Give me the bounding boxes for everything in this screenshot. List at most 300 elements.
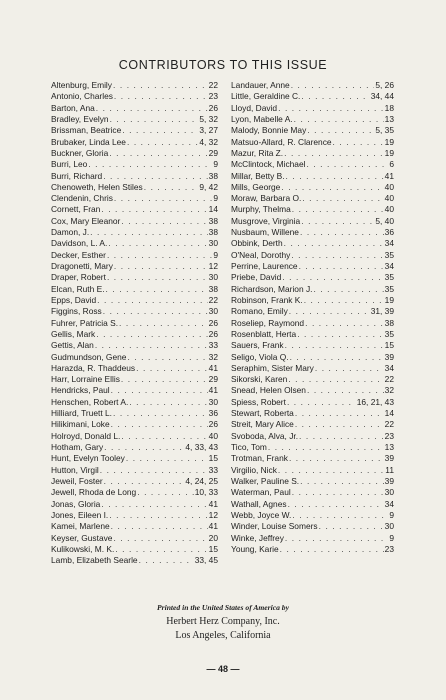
contributor-entry — [231, 204, 394, 215]
contributor-pages: 41 — [208, 385, 218, 396]
dot-leader — [104, 476, 185, 487]
contributor-pages: 39 — [384, 351, 394, 362]
contributor-name: Epps, David — [51, 294, 97, 305]
contributor-name: Keyser, Gustave — [51, 532, 113, 543]
contributor-pages: 32 — [208, 351, 218, 362]
dot-leader — [115, 544, 207, 555]
dot-leader — [307, 125, 374, 136]
contributor-entry — [231, 103, 394, 114]
contributor-name: Gettis, Alan — [51, 340, 94, 351]
dot-leader — [291, 250, 383, 261]
dot-leader — [88, 159, 212, 170]
contributor-entry — [231, 510, 394, 521]
contributor-entry — [51, 204, 218, 215]
contributor-entry — [51, 431, 218, 442]
contributor-name: Draper, Robert — [51, 272, 106, 283]
contributor-entry — [231, 171, 394, 182]
contributor-name: Spiess, Robert — [231, 396, 286, 407]
dot-leader — [301, 216, 374, 227]
contributor-pages: 5, 32 — [199, 113, 218, 124]
dot-leader — [137, 487, 193, 498]
contributor-name: Walker, Pauline S. — [231, 475, 300, 486]
contributor-name: Brubaker, Linda Lee — [51, 136, 126, 147]
contributor-name: Elcan, Ruth E. — [51, 283, 105, 294]
contributor-entry — [231, 284, 394, 295]
contributor-entry — [231, 91, 394, 102]
contributor-entry — [51, 419, 218, 430]
contributor-name: Waterman, Paul — [231, 487, 291, 498]
dot-leader — [114, 261, 208, 272]
contributor-name: Roseliep, Raymond — [231, 317, 305, 328]
contributor-entry — [231, 363, 394, 374]
contributor-name: Lyon, Mabelle A. — [231, 113, 293, 124]
contributor-pages: 26 — [208, 419, 218, 430]
contributor-entry — [51, 465, 218, 476]
dot-leader — [90, 227, 208, 238]
contributor-entry — [231, 238, 394, 249]
dot-leader — [287, 397, 356, 408]
contributor-name: Stewart, Roberta — [231, 408, 294, 419]
contributor-name: Chenoweth, Helen Stiles — [51, 181, 143, 192]
dot-leader — [315, 363, 384, 374]
contributor-entry — [51, 216, 218, 227]
dot-leader — [96, 103, 208, 114]
contributor-entry — [51, 476, 218, 487]
dot-leader — [299, 261, 384, 272]
contributor-name: Winder, Louise Somers — [231, 521, 318, 532]
contributor-entry — [51, 125, 218, 136]
dot-leader — [299, 431, 384, 442]
contributor-pages: 38 — [208, 170, 218, 181]
contributor-name: Snead, Helen Olsen — [231, 385, 306, 396]
contributor-pages: 23 — [208, 91, 218, 102]
contributor-pages: 22 — [384, 374, 394, 385]
contributor-pages: 15 — [384, 340, 394, 351]
contributor-entry — [231, 533, 394, 544]
contributor-entry — [51, 374, 218, 385]
contributor-entry — [51, 137, 218, 148]
contributor-entry — [231, 442, 394, 453]
dot-leader — [110, 114, 199, 125]
contributor-pages: 40 — [384, 193, 394, 204]
contributor-pages: 39 — [384, 453, 394, 464]
contributor-pages: 5, 35 — [375, 125, 394, 136]
contributor-entry — [231, 148, 394, 159]
contributor-entry — [51, 114, 218, 125]
contributor-entry — [51, 148, 218, 159]
contributor-entry — [231, 431, 394, 442]
contributor-pages: 38 — [208, 283, 218, 294]
contributor-pages: 15 — [208, 543, 218, 554]
dot-leader — [119, 318, 208, 329]
dot-leader — [319, 521, 384, 532]
contributor-pages: 13 — [384, 113, 394, 124]
contributor-entry — [231, 227, 394, 238]
contributor-entry — [51, 408, 218, 419]
contributor-name: Perrine, Laurence — [231, 261, 298, 271]
contributor-entry — [51, 329, 218, 340]
contributor-entry — [231, 385, 394, 396]
contributor-name: Bradley, Evelyn — [51, 113, 109, 124]
dot-leader — [114, 91, 208, 102]
dot-leader — [306, 159, 388, 170]
dot-leader — [302, 193, 383, 204]
contributor-pages: 34, 44 — [370, 91, 394, 102]
contributor-pages: 40 — [384, 181, 394, 192]
contributor-name: Obbink, Derth — [231, 238, 283, 249]
contributor-entry — [231, 408, 394, 419]
contributor-entry — [231, 216, 394, 227]
contributor-name: Romano, Emily — [231, 306, 288, 317]
right-contributor-column — [231, 80, 394, 555]
contributor-entry — [231, 397, 394, 408]
contributor-name: Hilikimani, Loke — [51, 419, 110, 430]
contributor-pages: 9, 42 — [199, 181, 218, 192]
contributor-pages: 23 — [384, 543, 394, 554]
dot-leader — [290, 352, 384, 363]
dot-leader — [113, 408, 208, 419]
contributor-name: Streit, Mary Alice — [231, 419, 294, 430]
contributor-pages: 18 — [384, 102, 394, 113]
dot-leader — [304, 295, 384, 306]
contributor-entry — [231, 193, 394, 204]
dot-leader — [100, 465, 208, 476]
contributor-entry — [231, 318, 394, 329]
contributor-pages: 33, 45 — [194, 555, 218, 566]
contributor-entry — [231, 499, 394, 510]
dot-leader — [295, 408, 384, 419]
contributor-pages: 34 — [384, 362, 394, 373]
contributor-name: Matsuo-Allard, R. Clarence — [231, 136, 332, 147]
contributor-entry — [51, 80, 218, 91]
contributor-entry — [51, 385, 218, 396]
contributor-entry — [51, 352, 218, 363]
contributor-name: Kulikowski, M. K. — [51, 543, 115, 554]
dot-leader — [300, 476, 384, 487]
contributor-pages: 5, 26 — [375, 80, 394, 90]
contributor-name: Little, Geraldine C. — [231, 91, 301, 102]
contributor-pages: 4, 33, 43 — [185, 442, 218, 452]
contributor-entry — [51, 261, 218, 272]
contributor-name: Burri, Leo — [51, 159, 88, 170]
contributor-name: Hutton, Virgil — [51, 464, 99, 475]
contributor-name: Hunt, Evelyn Tooley — [51, 453, 125, 464]
printed-notice: Printed in the United States of America by — [157, 603, 289, 612]
dot-leader — [101, 499, 207, 510]
dot-leader — [295, 419, 384, 430]
contributor-name: Wathall, Agnes — [231, 498, 287, 509]
contributor-pages: 34 — [384, 238, 394, 249]
contributor-pages: 12 — [208, 509, 218, 520]
contributor-name: Robinson, Frank K. — [231, 294, 303, 305]
contributor-entry — [51, 284, 218, 295]
contributor-name: Svoboda, Alva, Jr. — [231, 430, 299, 441]
dot-leader — [114, 193, 212, 204]
contributor-pages: 26 — [208, 102, 218, 113]
contributor-name: Kamei, Marlene — [51, 521, 110, 532]
dot-leader — [103, 171, 207, 182]
contributor-entry — [231, 261, 394, 272]
contributor-entry — [51, 521, 218, 532]
left-contributor-column — [51, 80, 218, 566]
contributor-pages: 30 — [208, 238, 218, 249]
dot-leader — [281, 182, 383, 193]
contributor-name: Hilliard, Truett L. — [51, 408, 112, 419]
contributor-pages: 10, 33 — [194, 487, 218, 498]
contributor-pages: 12 — [208, 261, 218, 271]
contributor-entry — [51, 555, 218, 566]
contributor-name: Jones, Eileen I. — [51, 509, 109, 520]
dot-leader — [333, 137, 384, 148]
dot-leader — [268, 442, 384, 453]
contributor-pages: 41 — [208, 362, 218, 373]
contributor-pages: 35 — [384, 249, 394, 260]
contributor-name: Gellis, Mark — [51, 328, 96, 339]
contributor-name: Fuhrer, Patricia S. — [51, 317, 119, 328]
contributor-name: Gudmundson, Gene — [51, 351, 127, 362]
dot-leader — [111, 419, 208, 430]
contributor-name: Sauers, Frank — [231, 340, 284, 351]
contributor-entry — [231, 159, 394, 170]
contributor-entry — [51, 340, 218, 351]
contributor-name: Barton, Ana — [51, 102, 95, 113]
printer-city: Los Angeles, California — [175, 630, 271, 641]
contributor-entry — [51, 171, 218, 182]
dot-leader — [95, 340, 208, 351]
contributor-pages: 13 — [384, 442, 394, 452]
dot-leader — [294, 114, 384, 125]
contributor-name: Brissman, Beatrice — [51, 125, 122, 136]
dot-leader — [108, 238, 207, 249]
dot-leader — [289, 453, 384, 464]
contributor-entry — [51, 250, 218, 261]
contributor-pages: 9 — [389, 509, 394, 520]
contributor-pages: 19 — [384, 294, 394, 305]
contributor-name: Dragonetti, Mary — [51, 261, 113, 271]
contributor-pages: 3, 27 — [199, 125, 218, 136]
contributor-entry — [231, 419, 394, 430]
contributor-pages: 19 — [384, 136, 394, 147]
contributor-entry — [51, 442, 218, 453]
contributor-name: Jewell, Rhoda de Long — [51, 487, 137, 498]
dot-leader — [288, 499, 384, 510]
contributor-pages: 30 — [384, 487, 394, 498]
contributor-entry — [231, 476, 394, 487]
contributor-entry — [51, 295, 218, 306]
dot-leader — [292, 487, 384, 498]
dot-leader — [126, 453, 208, 464]
contributor-entry — [231, 340, 394, 351]
contributor-pages: 38 — [208, 227, 218, 238]
contributor-pages: 14 — [208, 204, 218, 215]
contributor-entry — [51, 453, 218, 464]
contributor-entry — [231, 182, 394, 193]
contributor-name: Young, Karie — [231, 543, 279, 554]
contributor-name: Damon, J. — [51, 227, 90, 238]
contributor-pages: 23 — [384, 430, 394, 441]
dot-leader — [107, 272, 208, 283]
contributor-entry — [51, 193, 218, 204]
dot-leader — [107, 250, 212, 261]
contributor-entry — [231, 125, 394, 136]
contributor-pages: 22 — [208, 294, 218, 305]
contributor-name: Priebe, David — [231, 272, 282, 283]
contributor-entry — [51, 363, 218, 374]
contributor-entry — [231, 295, 394, 306]
dot-leader — [127, 137, 198, 148]
contributor-name: Altenburg, Emily — [51, 80, 112, 90]
dot-leader — [96, 329, 207, 340]
dot-leader — [289, 306, 370, 317]
contributor-entry — [231, 374, 394, 385]
contributor-pages: 20 — [208, 532, 218, 543]
dot-leader — [292, 510, 388, 521]
dot-leader — [144, 182, 199, 193]
contributor-name: Lamb, Elizabeth Searle — [51, 555, 138, 566]
contributor-name: Mazur, Rita Z. — [231, 147, 284, 158]
contributor-pages: 41 — [384, 170, 394, 181]
contributor-entry — [51, 306, 218, 317]
dot-leader — [285, 533, 388, 544]
contributor-pages: 36 — [208, 408, 218, 419]
contributor-pages: 41 — [208, 498, 218, 509]
dot-leader — [300, 227, 384, 238]
contributor-pages: 39 — [384, 475, 394, 486]
contributor-pages: 36 — [384, 227, 394, 238]
dot-leader — [111, 521, 208, 532]
contributor-name: Winke, Jeffrey — [231, 532, 284, 543]
contributor-entry — [231, 521, 394, 532]
dot-leader — [109, 148, 207, 159]
dot-leader — [284, 148, 384, 159]
contributor-name: Harazda, R. Thaddeus — [51, 362, 136, 373]
contributor-name: Richardson, Marion J. — [231, 283, 313, 294]
contributor-entry — [231, 465, 394, 476]
dot-leader — [282, 272, 383, 283]
contributor-pages: 9 — [213, 159, 218, 170]
contributor-pages: 29 — [208, 374, 218, 385]
contributor-pages: 34 — [384, 261, 394, 271]
contributor-pages: 16, 21, 43 — [356, 396, 394, 407]
contributor-name: Moraw, Barbara O. — [231, 193, 302, 204]
contributor-name: Seligo, Viola Q. — [231, 351, 289, 362]
dot-leader — [297, 329, 383, 340]
contributor-pages: 4, 24, 25 — [185, 475, 218, 486]
contributor-entry — [231, 544, 394, 555]
dot-leader — [284, 238, 384, 249]
contributor-pages: 30 — [208, 396, 218, 407]
contributor-entry — [231, 250, 394, 261]
dot-leader — [121, 216, 207, 227]
dot-leader — [292, 204, 384, 215]
dot-leader — [307, 385, 384, 396]
dot-leader — [139, 555, 194, 566]
contributor-pages: 41 — [208, 521, 218, 532]
contributor-pages: 4, 32 — [199, 136, 218, 147]
contributor-name: Cornett, Fran — [51, 204, 101, 215]
dot-leader — [129, 397, 207, 408]
contributor-pages: 11 — [385, 464, 394, 475]
contributor-pages: 9 — [213, 193, 218, 204]
page-number: — 48 — — [206, 664, 240, 674]
dot-leader — [286, 171, 384, 182]
contributor-name: O'Neal, Dorothy — [231, 249, 291, 260]
dot-leader — [127, 352, 207, 363]
dot-leader — [121, 374, 208, 385]
contributor-entry — [51, 499, 218, 510]
contributor-name: Sikorski, Karen — [231, 374, 288, 385]
contributor-name: Hotham, Gary — [51, 442, 104, 452]
contributor-entry — [51, 272, 218, 283]
contributor-pages: 9 — [389, 532, 394, 543]
contributor-pages: 31, 39 — [370, 306, 394, 317]
contributor-entry — [51, 318, 218, 329]
contributor-name: Jonas, Gloria — [51, 498, 101, 509]
dot-leader — [109, 510, 207, 521]
contributor-entry — [231, 453, 394, 464]
dot-leader — [97, 295, 208, 306]
contributor-name: Holroyd, Donald L. — [51, 430, 121, 441]
contributor-name: Musgrove, Virginia — [231, 215, 301, 226]
contributor-name: Harr, Lorraine Ellis — [51, 374, 120, 385]
contributor-entry — [51, 533, 218, 544]
contributor-entry — [231, 137, 394, 148]
dot-leader — [278, 465, 384, 476]
contributor-name: Mills, George — [231, 181, 281, 192]
contributor-pages: 32 — [384, 385, 394, 396]
contributor-entry — [231, 487, 394, 498]
contributor-entry — [231, 306, 394, 317]
contributor-pages: 19 — [384, 147, 394, 158]
contributor-pages: 35 — [384, 328, 394, 339]
contributor-entry — [51, 510, 218, 521]
contributor-name: Clendenin, Chris — [51, 193, 113, 204]
contributor-entry — [231, 329, 394, 340]
printer-name: Herbert Herz Company, Inc. — [166, 616, 280, 627]
contributor-pages: 26 — [208, 317, 218, 328]
dot-leader — [305, 318, 384, 329]
contributor-name: Jeweil, Foster — [51, 475, 103, 486]
contributor-entry — [51, 159, 218, 170]
contributor-pages: 29 — [208, 147, 218, 158]
dot-leader — [280, 544, 384, 555]
contributor-name: Figgins, Ross — [51, 306, 102, 317]
contributor-name: Tico, Tom — [231, 442, 267, 452]
contributor-pages: 30 — [208, 272, 218, 283]
contributor-name: Landauer, Anne — [231, 80, 290, 90]
contributor-pages: 26 — [208, 328, 218, 339]
contributor-pages: 40 — [384, 204, 394, 215]
contributor-name: Rosenblatt, Herta — [231, 328, 297, 339]
contributor-name: Nusbaum, Willene — [231, 227, 299, 238]
contributor-name: Burri, Richard — [51, 170, 103, 181]
contributor-entry — [51, 227, 218, 238]
contributor-name: Virgilio, Nick — [231, 464, 277, 475]
contributor-name: Millar, Betty B. — [231, 170, 285, 181]
contributor-name: Trotman, Frank — [231, 453, 288, 464]
contributor-entry — [51, 182, 218, 193]
contributor-entry — [51, 397, 218, 408]
contributor-entry — [51, 487, 218, 498]
dot-leader — [285, 340, 384, 351]
contributor-pages: 5, 40 — [375, 215, 394, 226]
dot-leader — [122, 125, 198, 136]
dot-leader — [106, 284, 208, 295]
contributor-pages: 38 — [208, 215, 218, 226]
contributor-pages: 40 — [208, 430, 218, 441]
contributor-pages: 6 — [389, 159, 394, 170]
contributor-name: Seraphim, Sister Mary — [231, 362, 314, 373]
